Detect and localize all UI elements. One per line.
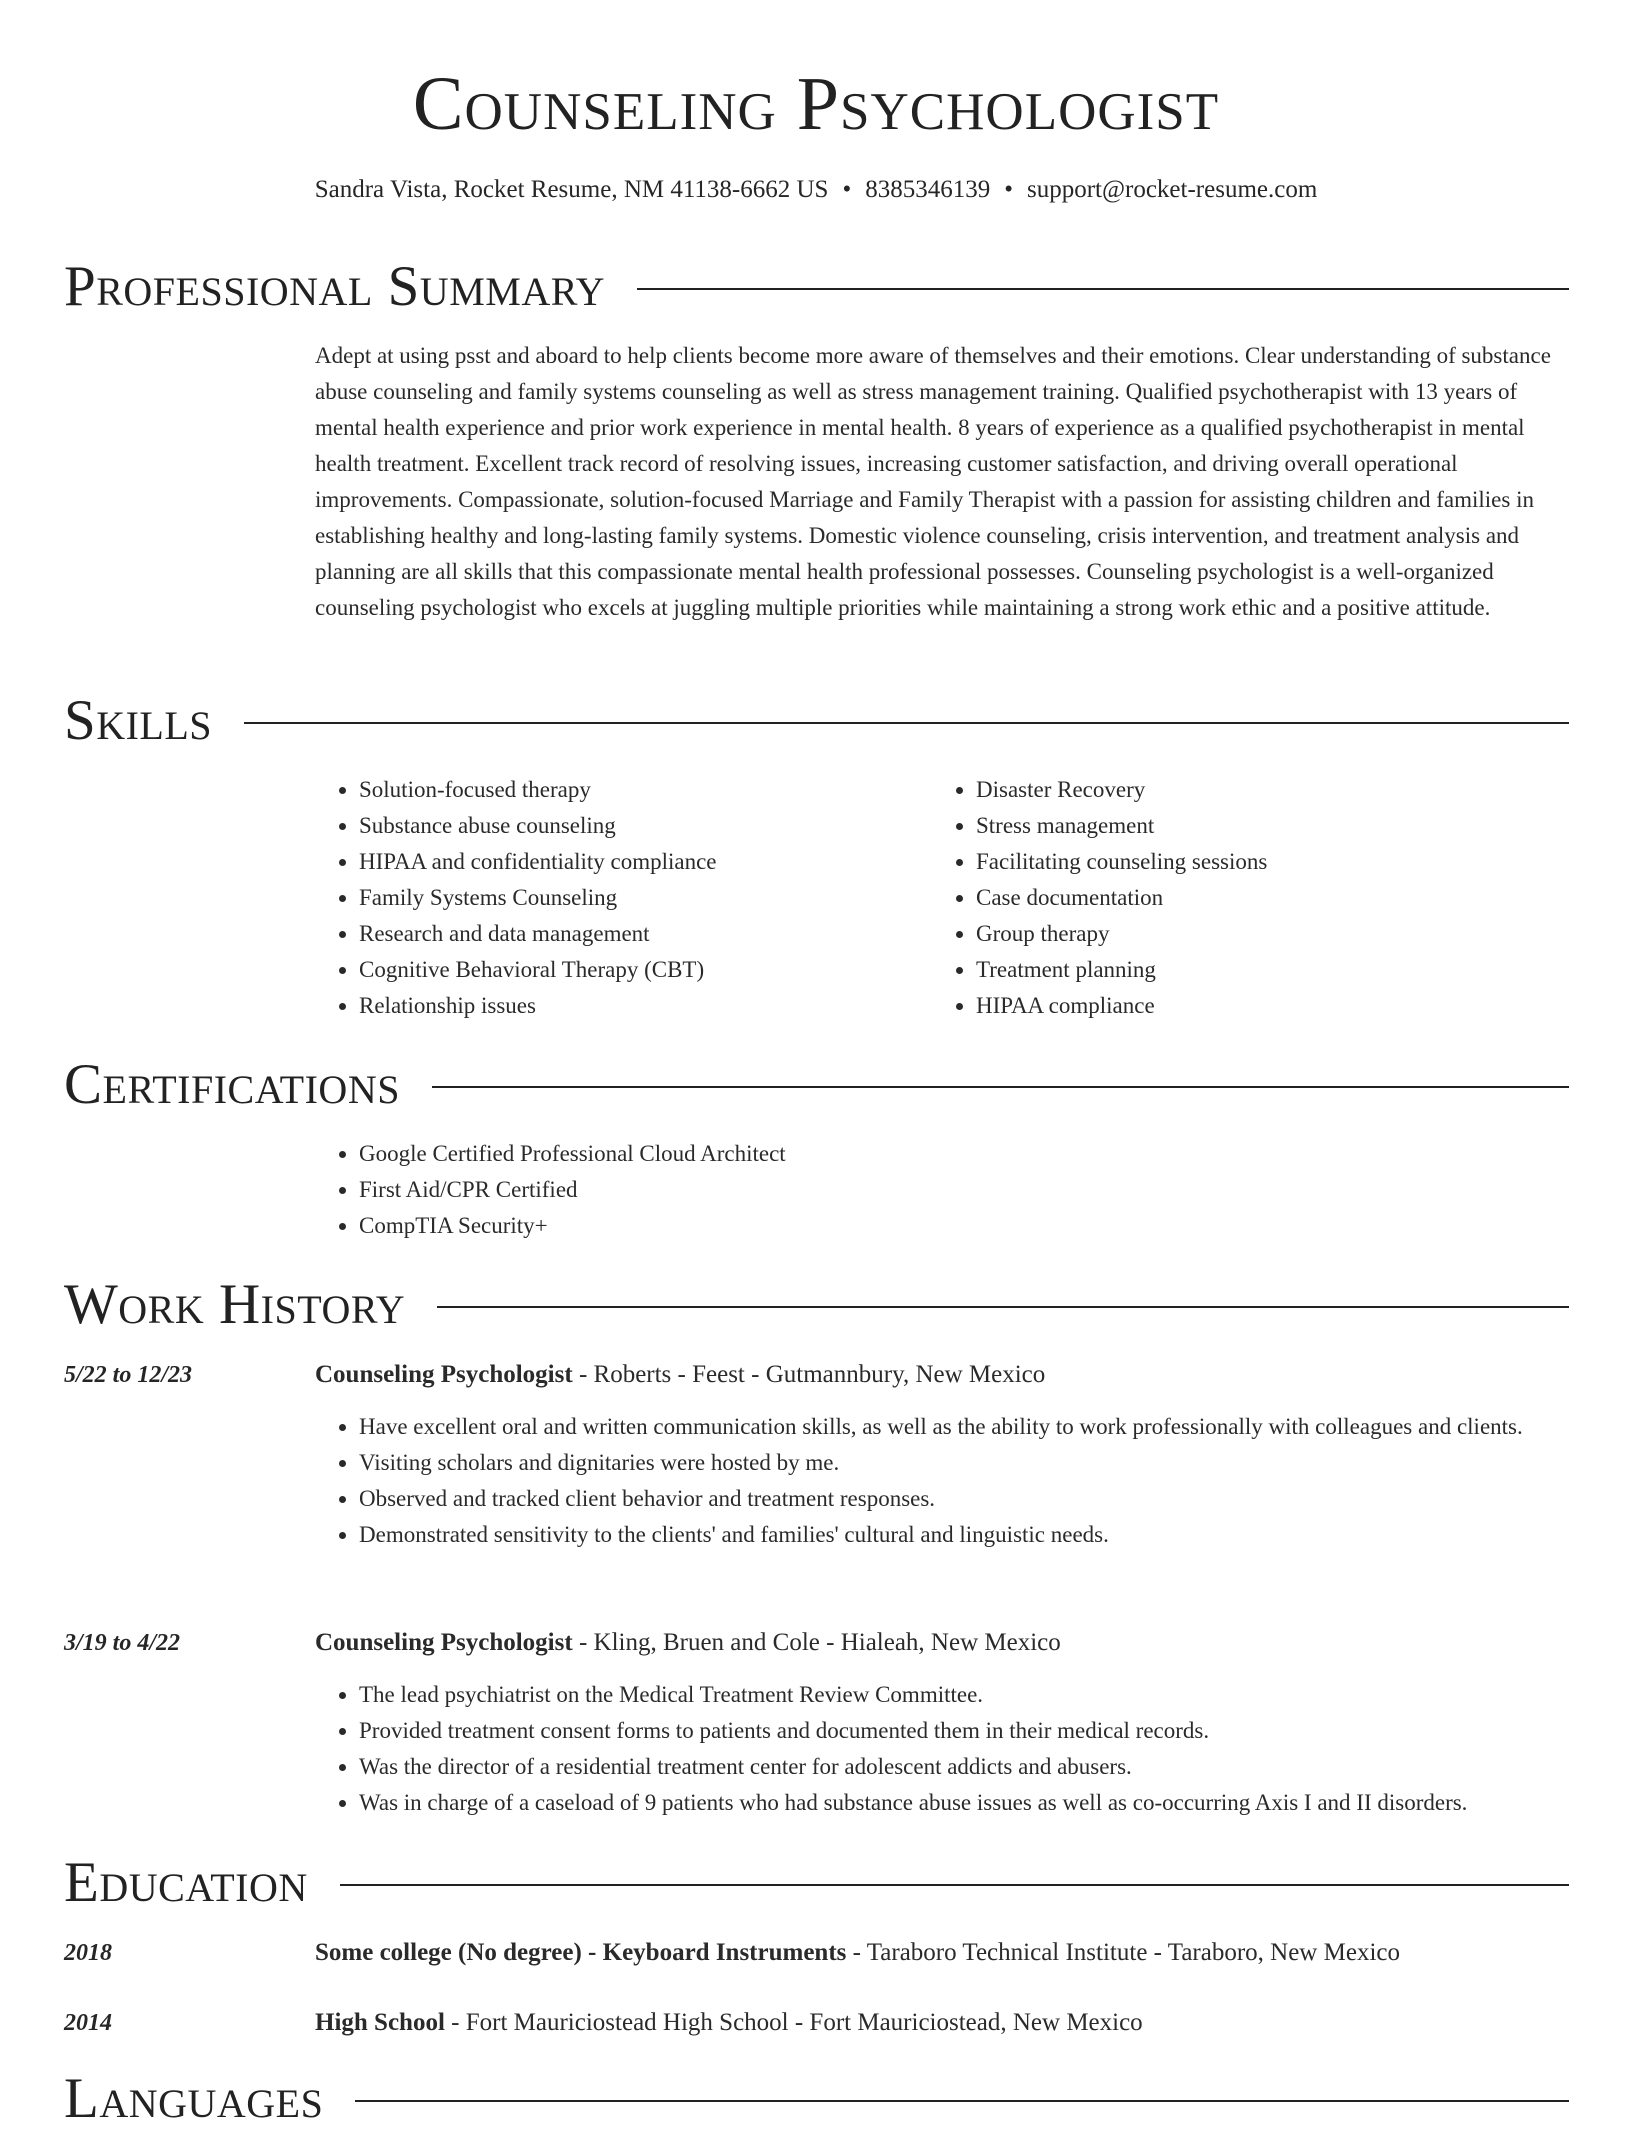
job-title: Counseling Psychologist <box>315 1361 573 1388</box>
certification-item: • First Aid/CPR Certified <box>359 1172 786 1208</box>
summary-section-heading <box>64 256 1569 318</box>
skills-left-column <box>315 772 915 1024</box>
education-section-heading <box>64 1852 1569 1914</box>
certification-item: • CompTIA Security+ <box>359 1208 786 1244</box>
job-employer: - Kling, Bruen and Cole - Hialeah, New Mexico <box>572 1629 1061 1656</box>
contact-line <box>0 173 1632 207</box>
skill-item: • Group therapy <box>976 916 1552 952</box>
job-dates: 3/19 to 4/22 <box>64 1630 181 1656</box>
job-duties <box>315 1677 1577 1821</box>
job-employer: - Roberts - Feest - Gutmannbury, New Mexico <box>572 1361 1046 1388</box>
skill-item: • Disaster Recovery <box>976 772 1552 808</box>
education-heading-label: Education <box>64 1851 308 1914</box>
skill-item: • Family Systems Counseling <box>359 880 915 916</box>
job-header <box>315 1357 1045 1393</box>
job-duty: • Was in charge of a caseload of 9 patients who had substance abuse issues as well as co-occurring Axis I and II disorders. <box>359 1785 1577 1821</box>
skills-heading-label: Skills <box>64 689 213 752</box>
certifications-list-wrap <box>315 1136 786 1244</box>
skills-right-column <box>932 772 1552 1024</box>
education-detail <box>315 2005 1143 2041</box>
job-duty: • Provided treatment consent forms to patients and documented them in their medical records. <box>359 1713 1577 1749</box>
contact-phone: 8385346139 <box>865 176 991 203</box>
job-duty: • Visiting scholars and dignitaries were hosted by me. <box>359 1445 1577 1481</box>
work-section-heading <box>64 1274 1569 1336</box>
summary-heading-label: Professional Summary <box>64 255 606 318</box>
skills-section-heading <box>64 690 1569 752</box>
certifications-list <box>315 1136 786 1244</box>
work-heading-label: Work History <box>64 1273 406 1336</box>
certifications-heading-label: Certifications <box>64 1053 400 1116</box>
job-title: Counseling Psychologist <box>315 1629 573 1656</box>
skill-item: • Cognitive Behavioral Therapy (CBT) <box>359 952 915 988</box>
job-dates: 5/22 to 12/23 <box>64 1362 193 1388</box>
summary-text: Adept at using psst and aboard to help clients become more aware of themselves and their emotions. Clear understanding of substance abuse counseling and family systems counseling as well as stress management training. Qualified psychotherapist with 13 years of mental health experience and prior work experience in mental health. 8 years of experience as a qualified psychotherapist in mental health treatment. Excellent track record of resolving issues, increasing customer satisfaction, and driving overall operational improvements. Compassionate, solution-focused Marriage and Family Therapist with a passion for assisting children and families in establishing healthy and long-lasting family systems. Domestic violence counseling, crisis intervention, and treatment analysis and planning are all skills that this compassionate mental health professional possesses. Counseling psychologist is a well-organized counseling psychologist who excels at juggling multiple priorities while maintaining a strong work ethic and a positive attitude. <box>315 343 1551 620</box>
job-header <box>315 1625 1061 1661</box>
languages-section-heading <box>64 2068 1569 2130</box>
education-detail <box>315 1935 1400 1971</box>
education-year: 2014 <box>64 2010 112 2036</box>
section-divider <box>437 1306 1569 1308</box>
certification-item: • Google Certified Professional Cloud Architect <box>359 1136 786 1172</box>
education-year: 2018 <box>64 1940 112 1966</box>
skill-item: • Stress management <box>976 808 1552 844</box>
skill-item: • HIPAA compliance <box>976 988 1552 1024</box>
education-school: - Taraboro Technical Institute - Taraboro, New Mexico <box>846 1939 1400 1966</box>
job-duty: • Was the director of a residential treatment center for adolescent addicts and abusers. <box>359 1749 1577 1785</box>
section-divider <box>432 1086 1569 1088</box>
education-school: - Fort Mauriciostead High School - Fort Mauriciostead, New Mexico <box>444 2009 1143 2036</box>
contact-email[interactable]: support@rocket-resume.com <box>1026 176 1318 203</box>
skills-list-right <box>932 772 1552 1024</box>
job-duty: • Have excellent oral and written communication skills, as well as the ability to work professionally with colleagues and clients. <box>359 1409 1577 1445</box>
education-degree: Some college (No degree) - Keyboard Instruments <box>315 1939 847 1966</box>
skill-item: • Case documentation <box>976 880 1552 916</box>
section-divider <box>637 288 1569 290</box>
job-duty: • Observed and tracked client behavior and treatment responses. <box>359 1481 1577 1517</box>
section-divider <box>244 722 1569 724</box>
job-duty: • The lead psychiatrist on the Medical Treatment Review Committee. <box>359 1677 1577 1713</box>
skill-item: • HIPAA and confidentiality compliance <box>359 844 915 880</box>
languages-heading-label: Languages <box>64 2067 324 2130</box>
skill-item: • Facilitating counseling sessions <box>976 844 1552 880</box>
skill-item: • Solution-focused therapy <box>359 772 915 808</box>
job-duties <box>315 1409 1577 1553</box>
job-duties-list <box>315 1677 1577 1821</box>
skills-list-left <box>315 772 915 1024</box>
contact-separator: • <box>1004 176 1013 203</box>
contact-separator: • <box>842 176 852 203</box>
skill-item: • Treatment planning <box>976 952 1552 988</box>
skill-item: • Relationship issues <box>359 988 915 1024</box>
section-divider <box>340 1884 1569 1886</box>
contact-address: Sandra Vista, Rocket Resume, NM 41138-6662 US <box>314 176 829 203</box>
skill-item: • Research and data management <box>359 916 915 952</box>
job-duty: • Demonstrated sensitivity to the clients' and families' cultural and linguistic needs. <box>359 1517 1577 1553</box>
skill-item: • Substance abuse counseling <box>359 808 915 844</box>
page-title: Counseling Psychologist <box>412 62 1220 146</box>
education-degree: High School <box>315 2009 445 2036</box>
section-divider <box>355 2100 1569 2102</box>
certifications-section-heading <box>64 1054 1569 1116</box>
job-duties-list <box>315 1409 1577 1553</box>
